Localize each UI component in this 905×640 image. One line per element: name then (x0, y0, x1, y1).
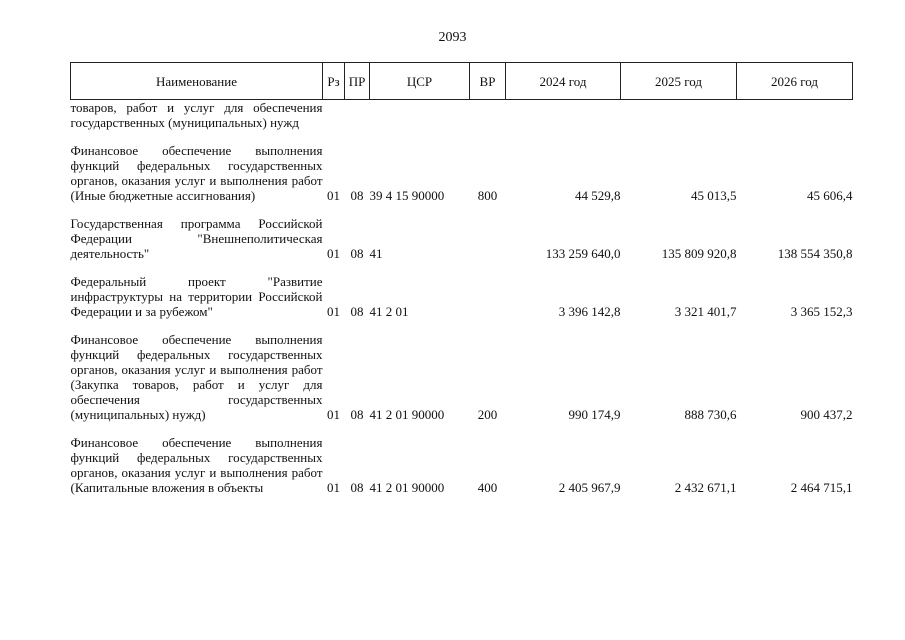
row-2026: 3 365 152,3 (790, 304, 853, 319)
table-row (71, 100, 853, 131)
row-2024: 2 405 967,9 (558, 480, 621, 495)
row-2025: 2 432 671,1 (674, 480, 737, 495)
row-pr (345, 100, 370, 131)
row-name: Федеральный проект "Развитие инфраструктуры на территории Российской Федерации и за рубежом" (70, 274, 323, 319)
row-2026: 2 464 715,1 (790, 480, 853, 495)
header-pr: ПР (345, 63, 370, 100)
row-2026: 900 437,2 (800, 407, 853, 422)
row-csr: 41 (369, 246, 383, 261)
row-rz: 01 (327, 304, 340, 319)
budget-table (70, 62, 853, 495)
header-csr: ЦСР (370, 63, 470, 100)
row-csr (370, 100, 470, 131)
row-2025: 135 809 920,8 (661, 246, 737, 261)
row-rz: 01 (327, 407, 340, 422)
row-2025 (621, 100, 737, 131)
row-name: товаров, работ и услуг для обеспечения государственных (муниципальных) нужд (70, 100, 323, 130)
row-2024: 44 529,8 (575, 188, 621, 203)
table-header (71, 63, 853, 100)
row-rz: 01 (327, 480, 340, 495)
row-vr (470, 274, 506, 319)
row-csr: 41 2 01 90000 (369, 407, 445, 422)
header-2026: 2026 год (737, 63, 853, 100)
row-pr: 08 (350, 480, 364, 495)
row-pr: 08 (350, 246, 364, 261)
row-2026: 45 606,4 (807, 188, 853, 203)
row-csr: 39 4 15 90000 (369, 188, 445, 203)
row-pr: 08 (350, 407, 364, 422)
row-2024: 3 396 142,8 (558, 304, 621, 319)
row-pr: 08 (350, 188, 364, 203)
header-vr: ВР (470, 63, 506, 100)
row-vr: 800 (477, 188, 498, 203)
row-name: Государственная программа Российской Федерации "Внешнеполитическая деятельность" (70, 216, 323, 261)
row-rz (323, 100, 345, 131)
row-2025: 3 321 401,7 (674, 304, 737, 319)
table-body (71, 100, 853, 496)
row-vr (470, 216, 506, 261)
row-rz: 01 (327, 246, 340, 261)
row-2026: 138 554 350,8 (777, 246, 853, 261)
table-row (71, 274, 853, 319)
header-name: Наименование (71, 63, 323, 100)
row-2026 (737, 100, 853, 131)
table-row (71, 435, 853, 495)
row-vr: 400 (477, 480, 498, 495)
row-name: Финансовое обеспечение выполнения функций федеральных государственных органов, оказания услуг и выполнения работ (Капитальные вложения в объекты (70, 435, 323, 495)
row-pr: 08 (350, 304, 364, 319)
header-2024: 2024 год (506, 63, 621, 100)
row-rz: 01 (327, 188, 340, 203)
header-2025: 2025 год (621, 63, 737, 100)
row-name: Финансовое обеспечение выполнения функций федеральных государственных органов, оказания услуг и выполнения работ (Иные бюджетные ассигнования) (70, 143, 323, 203)
row-2024: 990 174,9 (568, 407, 621, 422)
page-number: 2093 (438, 30, 467, 45)
row-2024: 133 259 640,0 (545, 246, 621, 261)
table-row (71, 216, 853, 261)
row-vr (470, 100, 506, 131)
row-2024 (506, 100, 621, 131)
row-2025: 888 730,6 (684, 407, 737, 422)
row-csr: 41 2 01 (369, 304, 409, 319)
table-row (71, 143, 853, 203)
row-vr: 200 (477, 407, 498, 422)
row-name: Финансовое обеспечение выполнения функций федеральных государственных органов, оказания услуг и выполнения работ (Закупка товаров, работ и услуг для обеспечения государственных (муниципальных) нужд) (70, 332, 323, 422)
header-rz: Рз (323, 63, 345, 100)
row-csr: 41 2 01 90000 (369, 480, 445, 495)
table-row (71, 332, 853, 422)
row-2025: 45 013,5 (691, 188, 737, 203)
